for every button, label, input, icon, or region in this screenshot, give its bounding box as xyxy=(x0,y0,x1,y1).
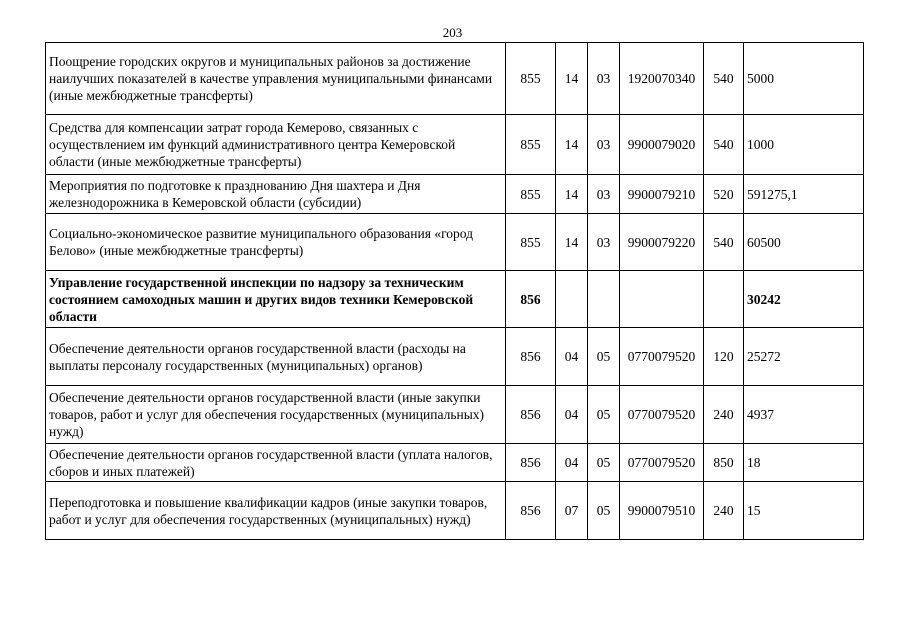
expense-type-code: 540 xyxy=(704,43,744,115)
ministry-code: 856 xyxy=(506,271,556,328)
table-row xyxy=(46,444,864,482)
expense-type-code: 120 xyxy=(704,328,744,386)
ministry-code: 856 xyxy=(506,444,556,482)
ministry-code: 856 xyxy=(506,482,556,540)
page-number: 203 xyxy=(442,25,463,40)
amount-value: 4937 xyxy=(744,386,864,444)
section-code xyxy=(556,271,588,328)
expense-type-code: 540 xyxy=(704,214,744,271)
section-code: 04 xyxy=(556,386,588,444)
table-row xyxy=(46,271,864,328)
subsection-code: 03 xyxy=(588,214,620,271)
ministry-code: 855 xyxy=(506,214,556,271)
subsection-code: 03 xyxy=(588,175,620,214)
amount-value: 591275,1 xyxy=(744,175,864,214)
subsection-code: 05 xyxy=(588,482,620,540)
section-code: 04 xyxy=(556,328,588,386)
table-row xyxy=(46,386,864,444)
section-code: 07 xyxy=(556,482,588,540)
expense-type-code: 240 xyxy=(704,386,744,444)
row-description: Социально-экономическое развитие муниципального образования «город Белово» (иные межбюджетные трансферты) xyxy=(46,214,506,271)
subsection-code xyxy=(588,271,620,328)
section-code: 14 xyxy=(556,175,588,214)
section-code: 14 xyxy=(556,214,588,271)
section-code: 14 xyxy=(556,43,588,115)
row-description: Управление государственной инспекции по надзору за техническим состоянием самоходных машин и других видов техники Кемеровской области xyxy=(46,271,506,328)
expense-type-code xyxy=(704,271,744,328)
target-item-code: 9900079210 xyxy=(620,175,704,214)
section-code: 04 xyxy=(556,444,588,482)
ministry-code: 855 xyxy=(506,115,556,175)
subsection-code: 05 xyxy=(588,328,620,386)
amount-value: 25272 xyxy=(744,328,864,386)
amount-value: 15 xyxy=(744,482,864,540)
expense-type-code: 540 xyxy=(704,115,744,175)
table-body xyxy=(46,43,864,540)
amount-value: 1000 xyxy=(744,115,864,175)
row-description: Обеспечение деятельности органов государственной власти (иные закупки товаров, работ и услуг для обеспечения государственных (муниципальных) нужд) xyxy=(46,386,506,444)
target-item-code xyxy=(620,271,704,328)
section-code: 14 xyxy=(556,115,588,175)
table-row xyxy=(46,43,864,115)
subsection-code: 05 xyxy=(588,386,620,444)
amount-value: 30242 xyxy=(744,271,864,328)
ministry-code: 855 xyxy=(506,43,556,115)
target-item-code: 0770079520 xyxy=(620,328,704,386)
ministry-code: 856 xyxy=(506,386,556,444)
amount-value: 60500 xyxy=(744,214,864,271)
row-description: Переподготовка и повышение квалификации кадров (иные закупки товаров, работ и услуг для обеспечения государственных (муниципальных) нужд) xyxy=(46,482,506,540)
subsection-code: 03 xyxy=(588,43,620,115)
table-row xyxy=(46,482,864,540)
row-description: Мероприятия по подготовке к празднованию Дня шахтера и Дня железнодорожника в Кемеровской области (субсидии) xyxy=(46,175,506,214)
table-row xyxy=(46,328,864,386)
row-description: Обеспечение деятельности органов государственной власти (расходы на выплаты персоналу государственных (муниципальных) органов) xyxy=(46,328,506,386)
row-description: Обеспечение деятельности органов государственной власти (уплата налогов, сборов и иных платежей) xyxy=(46,444,506,482)
table-row xyxy=(46,214,864,271)
target-item-code: 9900079220 xyxy=(620,214,704,271)
expense-type-code: 850 xyxy=(704,444,744,482)
budget-table xyxy=(45,42,864,540)
table-row xyxy=(46,175,864,214)
ministry-code: 855 xyxy=(506,175,556,214)
row-description: Поощрение городских округов и муниципальных районов за достижение наилучших показателей в качестве управления муниципальными финансами (иные межбюджетные трансферты) xyxy=(46,43,506,115)
target-item-code: 0770079520 xyxy=(620,386,704,444)
target-item-code: 9900079510 xyxy=(620,482,704,540)
target-item-code: 1920070340 xyxy=(620,43,704,115)
amount-value: 18 xyxy=(744,444,864,482)
ministry-code: 856 xyxy=(506,328,556,386)
row-description: Средства для компенсации затрат города Кемерово, связанных с осуществлением им функций административного центра Кемеровской области (иные межбюджетные трансферты) xyxy=(46,115,506,175)
amount-value: 5000 xyxy=(744,43,864,115)
subsection-code: 05 xyxy=(588,444,620,482)
expense-type-code: 240 xyxy=(704,482,744,540)
subsection-code: 03 xyxy=(588,115,620,175)
expense-type-code: 520 xyxy=(704,175,744,214)
table-row xyxy=(46,115,864,175)
target-item-code: 0770079520 xyxy=(620,444,704,482)
target-item-code: 9900079020 xyxy=(620,115,704,175)
